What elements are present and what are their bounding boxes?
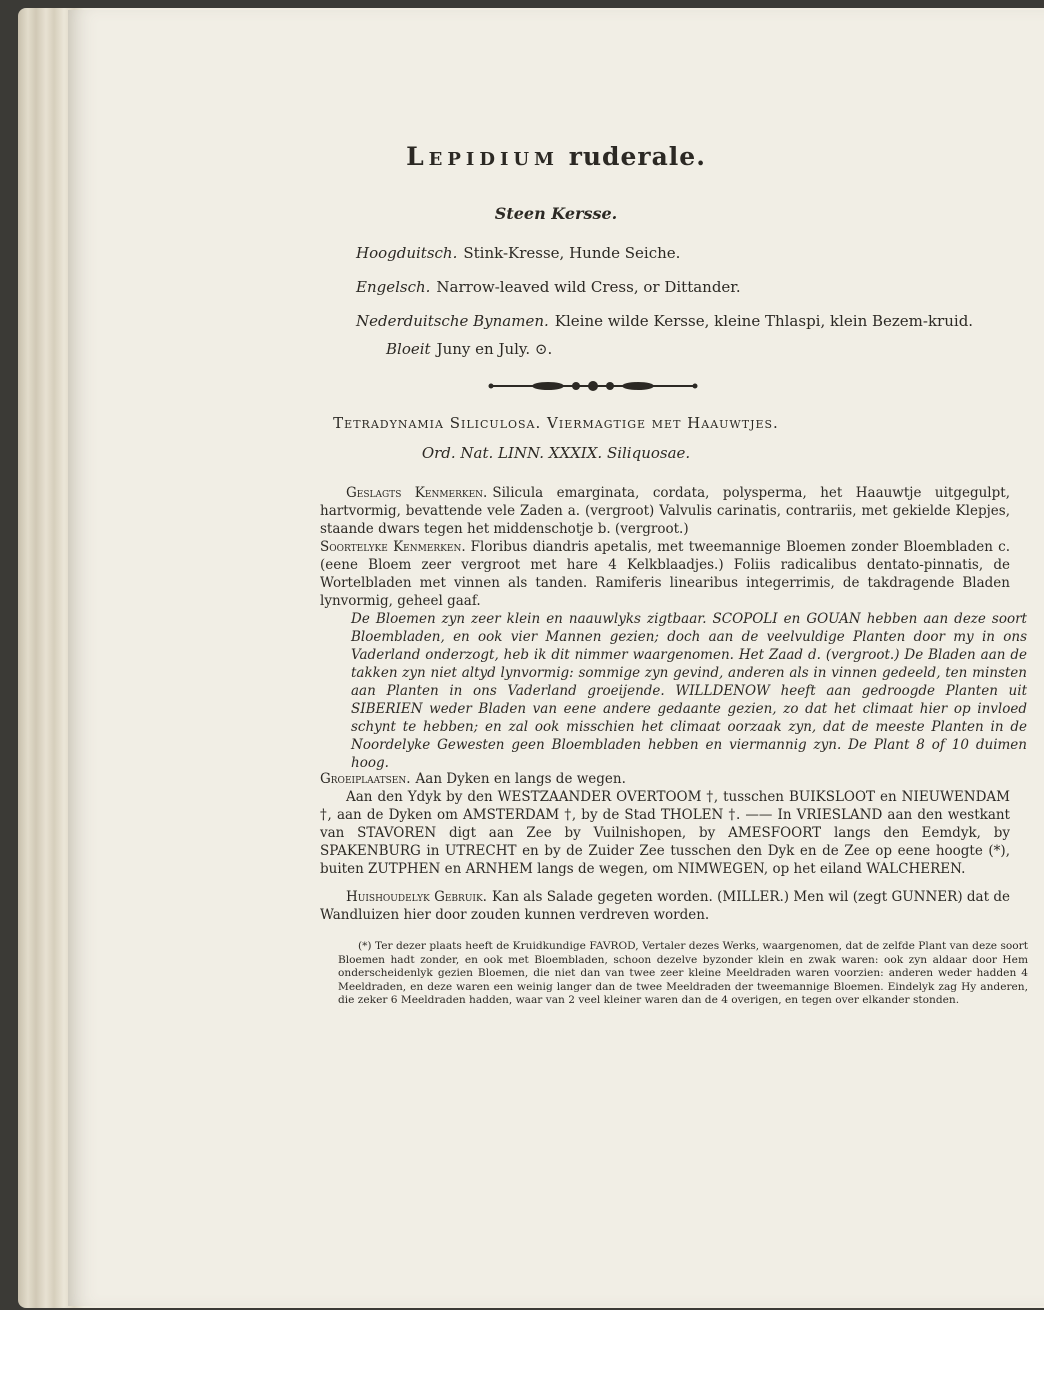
title-genus: Lepidium xyxy=(406,142,559,171)
synonym-line-flowering xyxy=(386,340,552,358)
soortelyke-paragraph xyxy=(320,538,1010,610)
groeiplaatsen-label: Groeiplaatsen. xyxy=(320,771,411,787)
groeiplaatsen-paragraph xyxy=(320,770,1010,788)
synonym-label: Hoogduitsch. xyxy=(356,244,458,262)
synonym-label: Engelsch. xyxy=(356,278,431,296)
synonym-line-english xyxy=(356,278,741,296)
synonym-text: Kleine wilde Kersse, kleine Thlaspi, klein Bezem-kruid. xyxy=(554,312,974,330)
title-species: ruderale. xyxy=(568,142,706,171)
synonym-line-dutch xyxy=(356,312,973,330)
groeiplaatsen-detail: Aan den Ydyk by den WESTZAANDER OVERTOOM †, tusschen BUIKSLOOT en NIEUWENDAM †, aan de Dyken om AMSTERDAM †, by de Stad THOLEN †. —— In VRIESLAND aan den westkant van STAVOREN digt aan Zee by Vuilnishopen, by AMESFOORT langs den Eemdyk, by SPAKENBURG in UTRECHT en by de Zuider Zee tusschen den Dyk en de Zee op eene hoogte (*), buiten ZUTPHEN en ARNHEM langs de wegen, om NIMWEGEN, op het eiland WALCHEREN. xyxy=(320,789,1010,877)
geslagts-label: Geslagts Kenmerken. xyxy=(346,485,488,501)
geslagts-text: Silicula emarginata, cordata, polysperma, het Haauwtje uitgegulpt, hartvormig, bevattende vele Zaden a. (vergroot) Valvulis carinatis, contrariis, met gekielde Klepjes, staande dwars tegen het middenschotje b. (vergroot.) xyxy=(320,485,1010,537)
synonym-text: Narrow-leaved wild Cress, or Dittander. xyxy=(436,278,741,296)
groeiplaatsen-text: Aan Dyken en langs de wegen. xyxy=(415,771,626,787)
geslagts-paragraph xyxy=(320,484,1010,538)
synonym-text: Stink-Kresse, Hunde Seiche. xyxy=(463,244,681,262)
synonym-label: Nederduitsche Bynamen. xyxy=(356,312,549,330)
observations-paragraph: De Bloemen zyn zeer klein en naauwlyks zigtbaar. SCOPOLI en GOUAN hebben aan deze soort Bloembladen, en ook vier Mannen gezien; doch aan de veelvuldige Planten door my in ons Vaderland onderzogt, heb ik dit nimmer waargenomen. Het Zaad d. (vergroot.) De Bladen aan de takken zyn niet altyd lynvormig: sommige zyn gevind, anderen als in vinnen gedeeld, ten minsten aan Planten in ons Vaderland groeijende. WILLDENOW heeft aan gedroogde Planten uit SIBERIEN weder Bladen van eene andere gedaante gezien, zo dat het climaat hier op invloed schynt te hebben; en zal ook misschien het climaat oorzaak zyn, dat de meeste Planten in de Noordelyke Gewesten geen Bloembladen hebben en viermannig zyn. De Plant 8 of 10 duimen hoog. xyxy=(351,611,1027,771)
bottom-strip xyxy=(0,1310,1044,1390)
section-title: Tetradynamia Siliculosa. Viermagtige met Haauwtjes. xyxy=(333,414,779,432)
page-subtitle: Steen Kersse. xyxy=(494,204,618,223)
soortelyke-text: Floribus diandris apetalis, met tweemannige Bloemen zonder Bloembladen c. (eene Bloem zeer vergroot met hare 4 Kelkblaadjes.) Foliis radicalibus dentato-pinnatis, de Wortelbladen met vinnen als tanden. Ramiferis linearibus integerrimis, de takdragende Bladen lynvormig, geheel gaaf. xyxy=(320,539,1010,609)
page-title xyxy=(68,142,1044,171)
huishoudelyk-label: Huishoudelyk Gebruik. xyxy=(346,889,487,905)
section-order: Ord. Nat. LINN. XXXIX. Siliquosae. xyxy=(421,444,691,462)
book-page xyxy=(68,10,1044,1306)
synonym-label: Bloeit xyxy=(386,340,431,358)
synonym-line-german xyxy=(356,244,680,262)
huishoudelyk-paragraph xyxy=(320,888,1010,924)
synonym-text: Juny en July. ⊙. xyxy=(436,340,553,358)
ornament-divider xyxy=(488,378,698,394)
footnote: (*) Ter dezer plaats heeft de Kruidkundige FAVROD, Vertaler dezes Werks, waargenomen, dat de zelfde Plant van deze soort Bloemen hadt zonder, en ook met Bloembladen, schoon dezelve byzonder klein en zwak waren: ook zyn aldaar door Hem onderscheidenlyk gezien Bloemen, die niet dan van twee zeer kleine Meeldraden waren voorzien: anderen weder hadden 4 Meeldraden, en deze waren een weinig langer dan de twee Meeldraden der tweemannige Bloemen. Eindelyk zag Hy anderen, die zeker 6 Meeldraden hadden, waar van 2 veel kleiner waren dan de 4 overigen, en tegen over elkander stonden. xyxy=(338,940,1028,1006)
huishoudelyk-text: Kan als Salade gegeten worden. (MILLER.) Men wil (zegt GUNNER) dat de Wandluizen hier door zouden kunnen verdreven worden. xyxy=(320,889,1010,923)
soortelyke-label: Soortelyke Kenmerken. xyxy=(320,539,466,555)
